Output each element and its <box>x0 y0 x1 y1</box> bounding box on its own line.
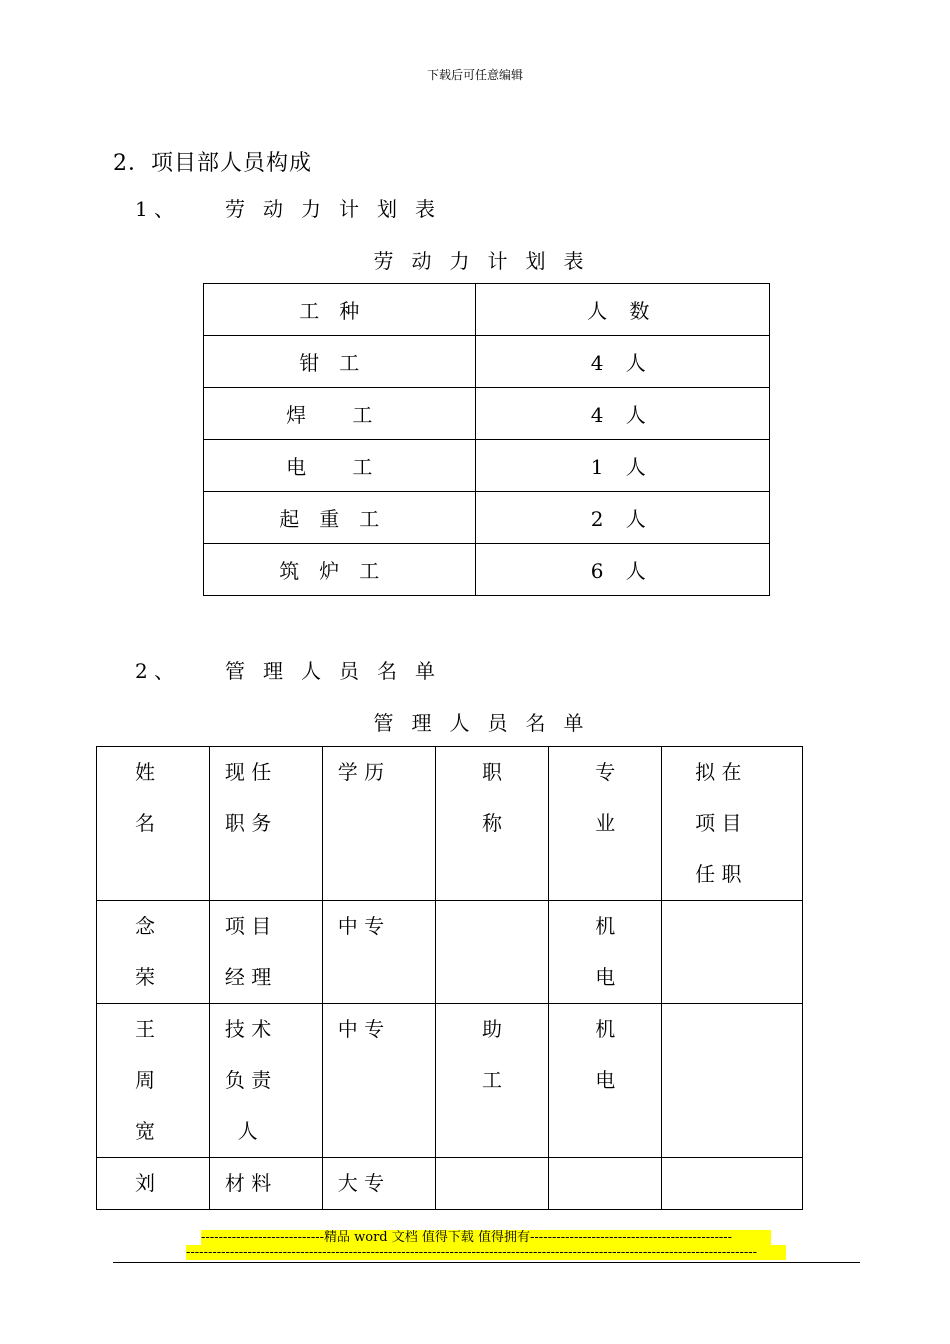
cell-text-line: 拟 在 <box>695 760 742 784</box>
labor-count-cell: 1 人 <box>475 440 769 492</box>
labor-row <box>204 440 770 492</box>
subsection-2-title: 管理人员名单 <box>225 659 453 683</box>
cell-text-line: 中 专 <box>337 1017 385 1041</box>
cell-text-line: 名 <box>135 811 155 835</box>
cell-text-line: 电 <box>595 1068 616 1092</box>
mgmt-title-cell <box>435 747 549 901</box>
mgmt-education-cell <box>322 1158 435 1210</box>
subsection-2-number: 2 、 <box>135 659 175 683</box>
labor-trade-cell: 钳工 <box>204 336 476 388</box>
cell-text-line: 王 <box>135 1017 155 1041</box>
mgmt-row <box>97 1158 803 1210</box>
labor-row <box>204 544 770 596</box>
cell-text-line: 现 任 <box>224 760 272 784</box>
mgmt-proposed-role-cell <box>662 901 803 1004</box>
footer-banner: ----------------------------精品 word 文档 值得下载 值得拥有---------------------------------------------- <box>201 1230 771 1245</box>
cell-text-line: 任 职 <box>695 862 742 886</box>
mgmt-title-cell <box>435 1004 549 1158</box>
cell-text-line: 学 历 <box>337 760 385 784</box>
labor-count-cell: 6 人 <box>475 544 769 596</box>
section-title: 2．项目部人员构成 <box>113 151 312 176</box>
cell-text-line: 工 <box>481 1068 502 1092</box>
cell-text-line: 材 料 <box>224 1171 272 1195</box>
cell-text-line: 专 <box>595 760 616 784</box>
mgmt-row <box>97 1004 803 1158</box>
labor-trade-cell: 筑炉工 <box>204 544 476 596</box>
mgmt-table-caption: 管理人员名单 <box>373 711 602 735</box>
mgmt-major-cell <box>549 1158 662 1210</box>
labor-table-caption: 劳动力计划表 <box>373 249 602 273</box>
cell-text-line: 业 <box>595 811 616 835</box>
mgmt-current-position-cell <box>209 1004 322 1158</box>
header-note: 下载后可任意编辑 <box>426 68 523 82</box>
mgmt-major-cell <box>549 901 662 1004</box>
labor-trade-cell: 焊 工 <box>204 388 476 440</box>
mgmt-education-cell <box>322 1004 435 1158</box>
footer-banner-dashes: ---------------------------------------------------------------------------------------------------------------------------------- <box>186 1245 786 1260</box>
labor-row <box>204 388 770 440</box>
mgmt-major-cell <box>549 747 662 901</box>
management-staff-table <box>96 746 803 1210</box>
labor-plan-table <box>203 283 770 596</box>
cell-text-line: 刘 <box>135 1171 155 1195</box>
cell-text-line: 职 <box>481 760 502 784</box>
cell-text-line: 姓 <box>135 760 155 784</box>
labor-count-cell: 4 人 <box>475 336 769 388</box>
cell-text-line: 念 <box>135 914 155 938</box>
mgmt-education-cell <box>322 747 435 901</box>
cell-text-line: 周 <box>135 1068 155 1092</box>
cell-text-line: 荣 <box>135 965 155 989</box>
labor-header-row <box>204 284 770 336</box>
mgmt-name-cell <box>97 1004 210 1158</box>
labor-count-cell: 4 人 <box>475 388 769 440</box>
mgmt-major-cell <box>549 1004 662 1158</box>
labor-row <box>204 492 770 544</box>
mgmt-current-position-cell <box>209 1158 322 1210</box>
labor-trade-cell: 电 工 <box>204 440 476 492</box>
labor-count-cell: 人 数 <box>475 284 769 336</box>
mgmt-education-cell <box>322 901 435 1004</box>
cell-text-line: 机 <box>595 914 616 938</box>
subsection-1 <box>135 193 453 222</box>
labor-row <box>204 336 770 388</box>
cell-text-line: 项 目 <box>224 914 272 938</box>
mgmt-proposed-role-cell <box>662 1158 803 1210</box>
subsection-1-title: 劳动力计划表 <box>225 197 453 221</box>
cell-text-line: 项 目 <box>695 811 742 835</box>
mgmt-row <box>97 901 803 1004</box>
mgmt-proposed-role-cell <box>662 747 803 901</box>
cell-text-line: 电 <box>595 965 616 989</box>
cell-text-line: 称 <box>481 811 502 835</box>
cell-text-line: 负 责 <box>224 1068 272 1092</box>
mgmt-title-cell <box>435 901 549 1004</box>
cell-text-line: 经 理 <box>224 965 272 989</box>
labor-trade-cell: 起重工 <box>204 492 476 544</box>
mgmt-name-cell <box>97 1158 210 1210</box>
cell-text-line: 职 务 <box>224 811 272 835</box>
mgmt-title-cell <box>435 1158 549 1210</box>
subsection-1-number: 1 、 <box>135 197 175 221</box>
cell-text-line: 大 专 <box>337 1171 385 1195</box>
labor-count-cell: 2 人 <box>475 492 769 544</box>
mgmt-name-cell <box>97 901 210 1004</box>
footer-rule <box>113 1262 860 1263</box>
mgmt-name-cell <box>97 747 210 901</box>
cell-text-line: 中 专 <box>337 914 385 938</box>
cell-text-line: 技 术 <box>224 1017 272 1041</box>
subsection-2 <box>135 655 453 684</box>
cell-text-line: 助 <box>481 1017 502 1041</box>
mgmt-proposed-role-cell <box>662 1004 803 1158</box>
mgmt-current-position-cell <box>209 747 322 901</box>
cell-text-line: 人 <box>224 1119 258 1143</box>
labor-trade-cell: 工种 <box>204 284 476 336</box>
mgmt-current-position-cell <box>209 901 322 1004</box>
cell-text-line: 宽 <box>135 1119 155 1143</box>
cell-text-line: 机 <box>595 1017 616 1041</box>
mgmt-header-row <box>97 747 803 901</box>
